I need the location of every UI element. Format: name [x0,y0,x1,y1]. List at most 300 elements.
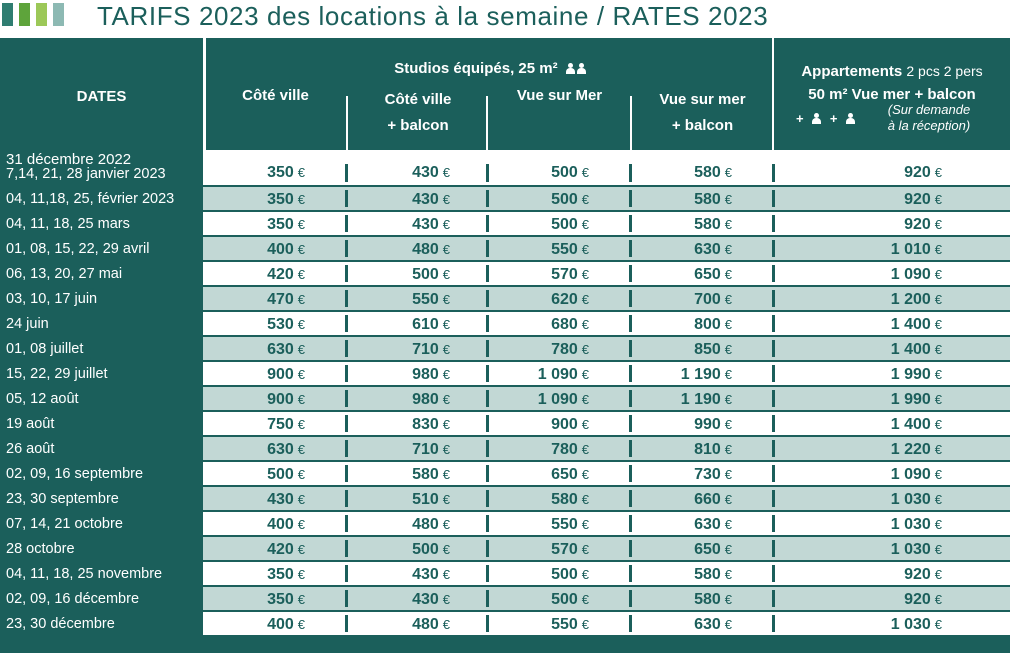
price-value: 1 400 [890,340,931,358]
column-tick [629,440,632,457]
price-cell [267,587,305,612]
column-tick [629,515,632,532]
col-cote-ville: Côté ville [242,87,309,104]
price-cell [412,512,450,537]
currency-symbol: € [934,517,942,532]
column-tick [629,240,632,257]
price-cell [891,512,942,537]
price-cell [694,587,732,612]
column-tick [629,590,632,607]
column-tick [345,265,348,282]
brand-bar-1 [2,3,13,26]
column-tick [486,240,489,257]
currency-symbol: € [442,292,450,307]
column-tick [629,365,632,382]
price-cell [694,412,732,437]
price-cell [694,187,732,212]
price-value: 1 030 [890,615,931,633]
date-cell: 01, 08 juillet [6,341,84,357]
currency-symbol: € [934,292,942,307]
column-tick [629,290,632,307]
currency-symbol: € [724,592,732,607]
price-value: 630 [694,615,721,633]
price-cell [412,312,450,337]
currency-symbol: € [442,217,450,232]
price-value: 730 [694,465,721,483]
currency-symbol: € [442,267,450,282]
price-value: 350 [267,215,294,233]
currency-symbol: € [297,492,305,507]
column-tick [772,540,775,557]
price-cell [694,512,732,537]
price-value: 1 030 [890,540,931,558]
studios-header-label: Studios équipés, 25 m² [394,60,558,77]
price-value: 900 [267,365,294,383]
currency-symbol: € [724,217,732,232]
currency-symbol: € [581,342,589,357]
column-tick [486,415,489,432]
price-cell [267,512,305,537]
price-cell [904,212,942,237]
price-cell [412,337,450,362]
price-value: 580 [694,190,721,208]
date-cell: 04, 11, 18, 25 mars [6,216,130,232]
column-tick [629,540,632,557]
column-tick [486,340,489,357]
column-tick [345,240,348,257]
price-cell [694,537,732,562]
column-tick [772,415,775,432]
price-value: 810 [694,440,721,458]
price-value: 430 [412,163,439,181]
date-line-2: 7,14, 21, 28 janvier 2023 [6,166,166,182]
currency-symbol: € [297,367,305,382]
currency-symbol: € [297,517,305,532]
currency-symbol: € [581,317,589,332]
brand-bar-4 [53,3,64,26]
currency-symbol: € [297,592,305,607]
column-tick [772,290,775,307]
price-cell [551,537,589,562]
price-value: 850 [694,340,721,358]
price-value: 430 [412,565,439,583]
price-value: 570 [551,265,578,283]
currency-symbol: € [581,617,589,632]
currency-symbol: € [934,267,942,282]
two-persons-icon [566,60,586,77]
column-tick [345,465,348,482]
price-cell [551,312,589,337]
currency-symbol: € [581,442,589,457]
price-cell [267,487,305,512]
price-cell [891,387,942,412]
price-value: 500 [551,565,578,583]
price-value: 780 [551,340,578,358]
currency-symbol: € [724,417,732,432]
price-value: 1 190 [680,365,721,383]
currency-symbol: € [442,542,450,557]
price-cell [904,562,942,587]
price-cell [891,487,942,512]
price-value: 980 [412,365,439,383]
table-row [203,337,1010,362]
currency-symbol: € [442,442,450,457]
price-cell [412,237,450,262]
column-tick [486,515,489,532]
column-tick [345,215,348,232]
column-tick [486,190,489,207]
price-value: 710 [412,440,439,458]
currency-symbol: € [581,392,589,407]
price-value: 1 090 [537,365,578,383]
price-value: 1 190 [680,390,721,408]
currency-symbol: € [934,217,942,232]
price-cell [412,612,450,637]
currency-symbol: € [724,267,732,282]
price-cell [267,437,305,462]
price-value: 430 [267,490,294,508]
price-cell [412,212,450,237]
column-tick [345,415,348,432]
currency-symbol: € [934,192,942,207]
price-value: 990 [694,415,721,433]
price-cell [551,587,589,612]
price-cell [891,412,942,437]
column-tick [345,490,348,507]
price-value: 350 [267,163,294,181]
header-divider [486,96,488,150]
column-tick [486,215,489,232]
column-tick [345,390,348,407]
currency-symbol: € [442,192,450,207]
price-cell [551,237,589,262]
currency-symbol: € [934,592,942,607]
currency-symbol: € [297,165,305,180]
price-cell [694,562,732,587]
price-value: 530 [267,315,294,333]
column-tick [486,265,489,282]
currency-symbol: € [934,442,942,457]
currency-symbol: € [442,567,450,582]
currency-symbol: € [934,367,942,382]
column-tick [345,315,348,332]
price-cell [412,437,450,462]
price-value: 470 [267,290,294,308]
currency-symbol: € [724,442,732,457]
column-tick [345,340,348,357]
currency-symbol: € [297,417,305,432]
price-cell [891,237,942,262]
person-icon [812,113,821,124]
column-tick [486,390,489,407]
column-tick [629,415,632,432]
price-cell [551,337,589,362]
column-tick [629,565,632,582]
price-value: 1 090 [890,465,931,483]
price-cell [551,437,589,462]
column-tick [486,590,489,607]
price-value: 800 [694,315,721,333]
page-title: TARIFS 2023 des locations à la semaine / RATES 2023 [97,1,769,31]
price-cell [891,312,942,337]
apt-persons: + + [796,111,855,126]
price-value: 650 [694,540,721,558]
price-cell [267,562,305,587]
date-cell: 03, 10, 17 juin [6,291,98,307]
currency-symbol: € [442,617,450,632]
rates-table [0,38,1010,653]
currency-symbol: € [934,165,942,180]
currency-symbol: € [581,492,589,507]
price-cell [412,262,450,287]
currency-symbol: € [581,417,589,432]
currency-symbol: € [297,442,305,457]
price-value: 780 [551,440,578,458]
price-cell [904,587,942,612]
currency-symbol: € [934,467,942,482]
price-cell [904,150,942,187]
column-tick [629,190,632,207]
price-value: 1 030 [890,490,931,508]
column-tick [629,340,632,357]
table-row [203,612,1010,637]
price-cell [551,487,589,512]
column-tick [345,365,348,382]
price-cell [267,212,305,237]
table-row [203,237,1010,262]
price-cell [412,387,450,412]
price-value: 400 [267,240,294,258]
header-divider [203,38,206,150]
price-value: 500 [267,465,294,483]
currency-symbol: € [934,392,942,407]
currency-symbol: € [581,567,589,582]
currency-symbol: € [724,165,732,180]
date-cell: 01, 08, 15, 22, 29 avril [6,241,150,257]
price-value: 1 990 [890,390,931,408]
currency-symbol: € [297,342,305,357]
price-cell [267,150,305,187]
price-cell [694,237,732,262]
column-tick [345,515,348,532]
column-tick [772,215,775,232]
currency-symbol: € [724,517,732,532]
header-divider [346,96,348,150]
price-value: 500 [551,215,578,233]
price-value: 550 [551,615,578,633]
price-cell [267,287,305,312]
table-row [203,312,1010,337]
price-cell [551,412,589,437]
price-value: 980 [412,390,439,408]
price-cell [267,337,305,362]
currency-symbol: € [442,467,450,482]
price-value: 660 [694,490,721,508]
currency-symbol: € [442,417,450,432]
column-tick [629,390,632,407]
column-tick [486,290,489,307]
price-value: 430 [412,190,439,208]
column-tick [772,240,775,257]
column-tick [772,565,775,582]
price-value: 920 [904,163,931,181]
currency-symbol: € [442,367,450,382]
date-cell [0,150,203,187]
price-value: 400 [267,615,294,633]
table-row [203,487,1010,512]
date-cell: 07, 14, 21 octobre [6,516,123,532]
col-vue-mer-balcon [631,87,774,139]
currency-symbol: € [724,492,732,507]
currency-symbol: € [442,492,450,507]
person-icon [846,113,855,124]
apartments-header [774,63,1010,137]
price-cell [412,562,450,587]
price-cell [267,412,305,437]
price-value: 1 200 [890,290,931,308]
currency-symbol: € [934,417,942,432]
currency-symbol: € [581,217,589,232]
currency-symbol: € [442,517,450,532]
currency-symbol: € [297,317,305,332]
date-cell: 06, 13, 20, 27 mai [6,266,123,282]
currency-symbol: € [581,592,589,607]
table-row [203,362,1010,387]
price-value: 350 [267,190,294,208]
price-value: 480 [412,615,439,633]
apt-line2: 50 m² Vue mer + balcon [808,86,976,103]
column-tick [345,290,348,307]
price-value: 830 [412,415,439,433]
column-tick [345,565,348,582]
price-cell [267,362,305,387]
column-tick [345,590,348,607]
col-vue-mer: Vue sur Mer [516,87,603,104]
currency-symbol: € [581,165,589,180]
currency-symbol: € [442,317,450,332]
currency-symbol: € [442,165,450,180]
column-tick [345,164,348,182]
currency-symbol: € [297,217,305,232]
price-cell [412,150,450,187]
currency-symbol: € [297,242,305,257]
date-cell: 02, 09, 16 septembre [6,466,144,482]
column-tick [629,615,632,632]
price-value: 920 [904,590,931,608]
column-tick [345,615,348,632]
price-cell [412,462,450,487]
studios-header [350,60,630,77]
price-cell [551,187,589,212]
brand-bar-2 [19,3,30,26]
price-cell [538,387,589,412]
price-value: 920 [904,215,931,233]
apt-subtitle: 2 pcs 2 pers [906,63,983,79]
currency-symbol: € [581,292,589,307]
table-row [203,462,1010,487]
date-cell: 28 octobre [6,541,75,557]
price-value: 610 [412,315,439,333]
currency-symbol: € [581,242,589,257]
currency-symbol: € [724,542,732,557]
price-value: 500 [551,163,578,181]
price-value: 650 [694,265,721,283]
price-value: 430 [412,590,439,608]
currency-symbol: € [724,192,732,207]
price-value: 1 400 [890,415,931,433]
price-cell [694,262,732,287]
currency-symbol: € [934,617,942,632]
currency-symbol: € [724,367,732,382]
price-value: 680 [551,315,578,333]
price-cell [891,287,942,312]
date-cell: 19 août [6,416,55,432]
price-cell [412,362,450,387]
currency-symbol: € [934,542,942,557]
column-tick [345,190,348,207]
currency-symbol: € [442,242,450,257]
apt-note: (Sur demande à la réception) [887,102,971,133]
price-cell [551,512,589,537]
table-row [203,187,1010,212]
column-tick [772,315,775,332]
date-cell: 23, 30 septembre [6,491,119,507]
price-cell [267,462,305,487]
col-cote-ville-balcon-l2: + balcon [387,117,449,134]
price-cell [694,437,732,462]
price-value: 1 400 [890,315,931,333]
currency-symbol: € [724,342,732,357]
currency-symbol: € [934,242,942,257]
price-value: 1 090 [537,390,578,408]
column-tick [772,440,775,457]
price-cell [681,362,732,387]
date-cell: 04, 11,18, 25, février 2023 [6,191,175,207]
currency-symbol: € [724,292,732,307]
column-tick [772,265,775,282]
price-value: 900 [551,415,578,433]
price-cell [694,462,732,487]
column-tick [772,164,775,182]
price-value: 400 [267,515,294,533]
column-tick [629,315,632,332]
date-cell: 02, 09, 16 décembre [6,591,140,607]
currency-symbol: € [442,342,450,357]
table-header [0,38,1010,150]
price-cell [412,287,450,312]
column-tick [629,465,632,482]
price-cell [891,362,942,387]
price-cell [551,462,589,487]
currency-symbol: € [934,317,942,332]
column-tick [486,540,489,557]
price-value: 750 [267,415,294,433]
price-cell [891,537,942,562]
column-tick [772,365,775,382]
currency-symbol: € [724,567,732,582]
price-cell [551,262,589,287]
column-tick [486,164,489,182]
price-value: 580 [694,215,721,233]
price-cell [412,537,450,562]
table-row [203,537,1010,562]
price-value: 580 [694,565,721,583]
column-tick [486,315,489,332]
price-value: 700 [694,290,721,308]
table-row [203,512,1010,537]
price-cell [267,262,305,287]
price-value: 350 [267,565,294,583]
